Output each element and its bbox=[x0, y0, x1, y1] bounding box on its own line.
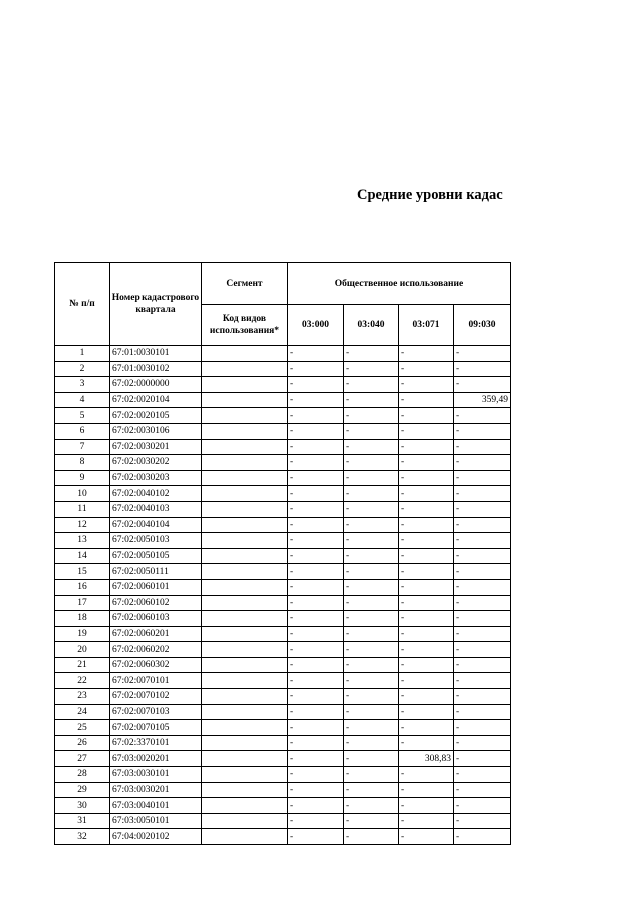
value-cell: - bbox=[454, 548, 511, 564]
quarter-number: 67:02:0030202 bbox=[110, 455, 202, 471]
quarter-number: 67:02:0070105 bbox=[110, 720, 202, 736]
row-number: 10 bbox=[55, 486, 110, 502]
segment-cell bbox=[202, 533, 288, 549]
value-cell: - bbox=[399, 798, 454, 814]
value-cell: - bbox=[288, 361, 344, 377]
value-cell: - bbox=[288, 423, 344, 439]
row-number: 18 bbox=[55, 611, 110, 627]
quarter-number: 67:02:0000000 bbox=[110, 377, 202, 393]
value-cell: - bbox=[454, 486, 511, 502]
row-number: 5 bbox=[55, 408, 110, 424]
value-cell: - bbox=[288, 470, 344, 486]
quarter-number: 67:02:0020105 bbox=[110, 408, 202, 424]
value-cell: - bbox=[454, 829, 511, 845]
row-number: 13 bbox=[55, 533, 110, 549]
row-number: 23 bbox=[55, 689, 110, 705]
table-row bbox=[55, 829, 511, 845]
value-cell: - bbox=[454, 611, 511, 627]
value-cell: - bbox=[399, 657, 454, 673]
row-number: 6 bbox=[55, 423, 110, 439]
quarter-number: 67:01:0030102 bbox=[110, 361, 202, 377]
value-cell: - bbox=[344, 595, 399, 611]
value-cell: - bbox=[399, 642, 454, 658]
quarter-number: 67:02:0070102 bbox=[110, 689, 202, 705]
value-cell: - bbox=[288, 408, 344, 424]
row-number: 7 bbox=[55, 439, 110, 455]
row-number: 21 bbox=[55, 657, 110, 673]
value-cell: - bbox=[454, 423, 511, 439]
row-number: 29 bbox=[55, 782, 110, 798]
value-cell: - bbox=[399, 579, 454, 595]
value-cell: - bbox=[288, 611, 344, 627]
segment-cell bbox=[202, 767, 288, 783]
value-cell: - bbox=[288, 548, 344, 564]
row-number: 25 bbox=[55, 720, 110, 736]
value-cell: - bbox=[454, 813, 511, 829]
value-cell: - bbox=[454, 657, 511, 673]
value-cell: - bbox=[288, 455, 344, 471]
value-cell: - bbox=[344, 470, 399, 486]
value-cell: - bbox=[288, 689, 344, 705]
value-cell: - bbox=[399, 782, 454, 798]
value-cell: - bbox=[399, 767, 454, 783]
value-cell: - bbox=[344, 579, 399, 595]
quarter-number: 67:02:0070103 bbox=[110, 704, 202, 720]
value-cell: - bbox=[399, 673, 454, 689]
value-cell: - bbox=[454, 782, 511, 798]
value-cell: - bbox=[399, 704, 454, 720]
value-cell: - bbox=[344, 548, 399, 564]
table-row bbox=[55, 579, 511, 595]
value-cell: - bbox=[288, 829, 344, 845]
value-cell: - bbox=[399, 361, 454, 377]
row-number: 22 bbox=[55, 673, 110, 689]
table-row bbox=[55, 346, 511, 362]
table-row bbox=[55, 423, 511, 439]
value-cell: - bbox=[344, 720, 399, 736]
segment-cell bbox=[202, 642, 288, 658]
row-number: 17 bbox=[55, 595, 110, 611]
value-cell: - bbox=[344, 626, 399, 642]
table-row bbox=[55, 470, 511, 486]
value-cell: - bbox=[344, 533, 399, 549]
value-cell: - bbox=[344, 564, 399, 580]
segment-cell bbox=[202, 361, 288, 377]
cadastral-table bbox=[54, 262, 511, 845]
segment-cell bbox=[202, 439, 288, 455]
header-col-09-030: 09:030 bbox=[454, 305, 511, 346]
value-cell: - bbox=[399, 611, 454, 627]
value-cell: - bbox=[288, 517, 344, 533]
table-row bbox=[55, 439, 511, 455]
value-cell: - bbox=[344, 408, 399, 424]
segment-cell bbox=[202, 423, 288, 439]
value-cell: - bbox=[288, 813, 344, 829]
value-cell: - bbox=[344, 735, 399, 751]
table-row bbox=[55, 673, 511, 689]
value-cell: - bbox=[344, 517, 399, 533]
value-cell: - bbox=[344, 798, 399, 814]
segment-cell bbox=[202, 798, 288, 814]
value-cell: - bbox=[399, 533, 454, 549]
quarter-number: 67:02:0040103 bbox=[110, 501, 202, 517]
segment-cell bbox=[202, 657, 288, 673]
table-row bbox=[55, 798, 511, 814]
header-segment: Сегмент bbox=[202, 263, 288, 305]
value-cell: - bbox=[399, 408, 454, 424]
segment-cell bbox=[202, 408, 288, 424]
quarter-number: 67:02:0040104 bbox=[110, 517, 202, 533]
header-col-03-071: 03:071 bbox=[399, 305, 454, 346]
quarter-number: 67:02:0070101 bbox=[110, 673, 202, 689]
value-cell: 359,49 bbox=[454, 392, 511, 408]
value-cell: - bbox=[344, 767, 399, 783]
quarter-number: 67:02:0060103 bbox=[110, 611, 202, 627]
value-cell: - bbox=[399, 829, 454, 845]
value-cell: - bbox=[344, 455, 399, 471]
quarter-number: 67:02:0030106 bbox=[110, 423, 202, 439]
table-row bbox=[55, 548, 511, 564]
row-number: 3 bbox=[55, 377, 110, 393]
value-cell: 308,83 bbox=[399, 751, 454, 767]
quarter-number: 67:02:0050103 bbox=[110, 533, 202, 549]
header-public-use: Общественное использование bbox=[288, 263, 511, 305]
value-cell: - bbox=[344, 611, 399, 627]
table-row bbox=[55, 501, 511, 517]
value-cell: - bbox=[399, 501, 454, 517]
value-cell: - bbox=[399, 813, 454, 829]
value-cell: - bbox=[399, 626, 454, 642]
row-number: 20 bbox=[55, 642, 110, 658]
row-number: 26 bbox=[55, 735, 110, 751]
value-cell: - bbox=[344, 501, 399, 517]
value-cell: - bbox=[454, 408, 511, 424]
row-number: 11 bbox=[55, 501, 110, 517]
segment-cell bbox=[202, 782, 288, 798]
quarter-number: 67:02:0060202 bbox=[110, 642, 202, 658]
value-cell: - bbox=[344, 361, 399, 377]
segment-cell bbox=[202, 689, 288, 705]
value-cell: - bbox=[344, 642, 399, 658]
row-number: 32 bbox=[55, 829, 110, 845]
value-cell: - bbox=[399, 470, 454, 486]
value-cell: - bbox=[399, 564, 454, 580]
quarter-number: 67:02:0020104 bbox=[110, 392, 202, 408]
row-number: 4 bbox=[55, 392, 110, 408]
row-number: 30 bbox=[55, 798, 110, 814]
table-row bbox=[55, 533, 511, 549]
table-row bbox=[55, 704, 511, 720]
value-cell: - bbox=[288, 767, 344, 783]
value-cell: - bbox=[399, 517, 454, 533]
value-cell: - bbox=[344, 751, 399, 767]
value-cell: - bbox=[288, 377, 344, 393]
segment-cell bbox=[202, 595, 288, 611]
table-row bbox=[55, 626, 511, 642]
value-cell: - bbox=[288, 626, 344, 642]
row-number: 24 bbox=[55, 704, 110, 720]
table-row bbox=[55, 642, 511, 658]
value-cell: - bbox=[344, 486, 399, 502]
quarter-number: 67:03:0030201 bbox=[110, 782, 202, 798]
value-cell: - bbox=[288, 798, 344, 814]
segment-cell bbox=[202, 392, 288, 408]
segment-cell bbox=[202, 486, 288, 502]
segment-cell bbox=[202, 564, 288, 580]
value-cell: - bbox=[454, 642, 511, 658]
table-row bbox=[55, 361, 511, 377]
segment-cell bbox=[202, 377, 288, 393]
table-row bbox=[55, 455, 511, 471]
header-col-03-000: 03:000 bbox=[288, 305, 344, 346]
table-row bbox=[55, 517, 511, 533]
table-row bbox=[55, 813, 511, 829]
value-cell: - bbox=[288, 673, 344, 689]
quarter-number: 67:02:0040102 bbox=[110, 486, 202, 502]
row-number: 15 bbox=[55, 564, 110, 580]
value-cell: - bbox=[344, 377, 399, 393]
value-cell: - bbox=[454, 564, 511, 580]
row-number: 1 bbox=[55, 346, 110, 362]
segment-cell bbox=[202, 704, 288, 720]
value-cell: - bbox=[344, 657, 399, 673]
value-cell: - bbox=[344, 423, 399, 439]
quarter-number: 67:02:0030203 bbox=[110, 470, 202, 486]
value-cell: - bbox=[288, 751, 344, 767]
value-cell: - bbox=[454, 704, 511, 720]
value-cell: - bbox=[454, 455, 511, 471]
table-row bbox=[55, 657, 511, 673]
table-row bbox=[55, 595, 511, 611]
value-cell: - bbox=[454, 767, 511, 783]
table-body bbox=[55, 346, 511, 845]
table-row bbox=[55, 767, 511, 783]
value-cell: - bbox=[399, 689, 454, 705]
row-number: 27 bbox=[55, 751, 110, 767]
table-row bbox=[55, 720, 511, 736]
row-number: 19 bbox=[55, 626, 110, 642]
value-cell: - bbox=[344, 673, 399, 689]
row-number: 31 bbox=[55, 813, 110, 829]
segment-cell bbox=[202, 470, 288, 486]
table-row bbox=[55, 377, 511, 393]
value-cell: - bbox=[454, 346, 511, 362]
page-title: Средние уровни кадас bbox=[357, 187, 503, 203]
value-cell: - bbox=[399, 455, 454, 471]
value-cell: - bbox=[454, 673, 511, 689]
quarter-number: 67:02:0060101 bbox=[110, 579, 202, 595]
value-cell: - bbox=[454, 517, 511, 533]
segment-cell bbox=[202, 611, 288, 627]
value-cell: - bbox=[454, 533, 511, 549]
header-row-1 bbox=[55, 263, 511, 305]
value-cell: - bbox=[399, 735, 454, 751]
value-cell: - bbox=[288, 392, 344, 408]
segment-cell bbox=[202, 455, 288, 471]
table-row bbox=[55, 564, 511, 580]
segment-cell bbox=[202, 813, 288, 829]
header-num: № п/п bbox=[55, 263, 110, 346]
value-cell: - bbox=[454, 439, 511, 455]
value-cell: - bbox=[288, 642, 344, 658]
value-cell: - bbox=[454, 798, 511, 814]
value-cell: - bbox=[288, 657, 344, 673]
table-row bbox=[55, 751, 511, 767]
value-cell: - bbox=[344, 782, 399, 798]
table-row bbox=[55, 782, 511, 798]
value-cell: - bbox=[454, 720, 511, 736]
table-row bbox=[55, 486, 511, 502]
value-cell: - bbox=[288, 735, 344, 751]
value-cell: - bbox=[288, 704, 344, 720]
value-cell: - bbox=[344, 829, 399, 845]
value-cell: - bbox=[399, 548, 454, 564]
value-cell: - bbox=[399, 720, 454, 736]
quarter-number: 67:02:0060302 bbox=[110, 657, 202, 673]
row-number: 9 bbox=[55, 470, 110, 486]
value-cell: - bbox=[399, 392, 454, 408]
quarter-number: 67:02:0050111 bbox=[110, 564, 202, 580]
segment-cell bbox=[202, 579, 288, 595]
segment-cell bbox=[202, 829, 288, 845]
value-cell: - bbox=[454, 689, 511, 705]
value-cell: - bbox=[399, 346, 454, 362]
value-cell: - bbox=[288, 486, 344, 502]
quarter-number: 67:02:3370101 bbox=[110, 735, 202, 751]
table-row bbox=[55, 735, 511, 751]
segment-cell bbox=[202, 548, 288, 564]
table-row bbox=[55, 392, 511, 408]
segment-cell bbox=[202, 735, 288, 751]
value-cell: - bbox=[454, 626, 511, 642]
value-cell: - bbox=[344, 704, 399, 720]
value-cell: - bbox=[288, 346, 344, 362]
value-cell: - bbox=[399, 486, 454, 502]
value-cell: - bbox=[288, 439, 344, 455]
value-cell: - bbox=[344, 392, 399, 408]
quarter-number: 67:01:0030101 bbox=[110, 346, 202, 362]
header-use-code: Код видов использования* bbox=[202, 305, 288, 346]
value-cell: - bbox=[344, 439, 399, 455]
table-row bbox=[55, 408, 511, 424]
value-cell: - bbox=[344, 346, 399, 362]
segment-cell bbox=[202, 720, 288, 736]
value-cell: - bbox=[454, 361, 511, 377]
row-number: 2 bbox=[55, 361, 110, 377]
value-cell: - bbox=[288, 720, 344, 736]
value-cell: - bbox=[454, 501, 511, 517]
value-cell: - bbox=[344, 813, 399, 829]
value-cell: - bbox=[454, 579, 511, 595]
segment-cell bbox=[202, 751, 288, 767]
value-cell: - bbox=[399, 377, 454, 393]
segment-cell bbox=[202, 346, 288, 362]
row-number: 16 bbox=[55, 579, 110, 595]
quarter-number: 67:02:0060201 bbox=[110, 626, 202, 642]
row-number: 8 bbox=[55, 455, 110, 471]
value-cell: - bbox=[399, 595, 454, 611]
value-cell: - bbox=[288, 595, 344, 611]
quarter-number: 67:03:0030101 bbox=[110, 767, 202, 783]
quarter-number: 67:02:0060102 bbox=[110, 595, 202, 611]
value-cell: - bbox=[454, 751, 511, 767]
row-number: 12 bbox=[55, 517, 110, 533]
quarter-number: 67:02:0050105 bbox=[110, 548, 202, 564]
quarter-number: 67:03:0050101 bbox=[110, 813, 202, 829]
value-cell: - bbox=[288, 501, 344, 517]
value-cell: - bbox=[288, 782, 344, 798]
segment-cell bbox=[202, 517, 288, 533]
row-number: 28 bbox=[55, 767, 110, 783]
quarter-number: 67:03:0040101 bbox=[110, 798, 202, 814]
value-cell: - bbox=[288, 564, 344, 580]
segment-cell bbox=[202, 626, 288, 642]
row-number: 14 bbox=[55, 548, 110, 564]
table-row bbox=[55, 689, 511, 705]
value-cell: - bbox=[454, 595, 511, 611]
header-col-03-040: 03:040 bbox=[344, 305, 399, 346]
quarter-number: 67:02:0030201 bbox=[110, 439, 202, 455]
header-quarter: Номер кадастрового квартала bbox=[110, 263, 202, 346]
segment-cell bbox=[202, 673, 288, 689]
value-cell: - bbox=[344, 689, 399, 705]
value-cell: - bbox=[399, 423, 454, 439]
value-cell: - bbox=[288, 533, 344, 549]
value-cell: - bbox=[454, 470, 511, 486]
segment-cell bbox=[202, 501, 288, 517]
value-cell: - bbox=[454, 735, 511, 751]
value-cell: - bbox=[288, 579, 344, 595]
value-cell: - bbox=[399, 439, 454, 455]
table-row bbox=[55, 611, 511, 627]
quarter-number: 67:04:0020102 bbox=[110, 829, 202, 845]
quarter-number: 67:03:0020201 bbox=[110, 751, 202, 767]
value-cell: - bbox=[454, 377, 511, 393]
